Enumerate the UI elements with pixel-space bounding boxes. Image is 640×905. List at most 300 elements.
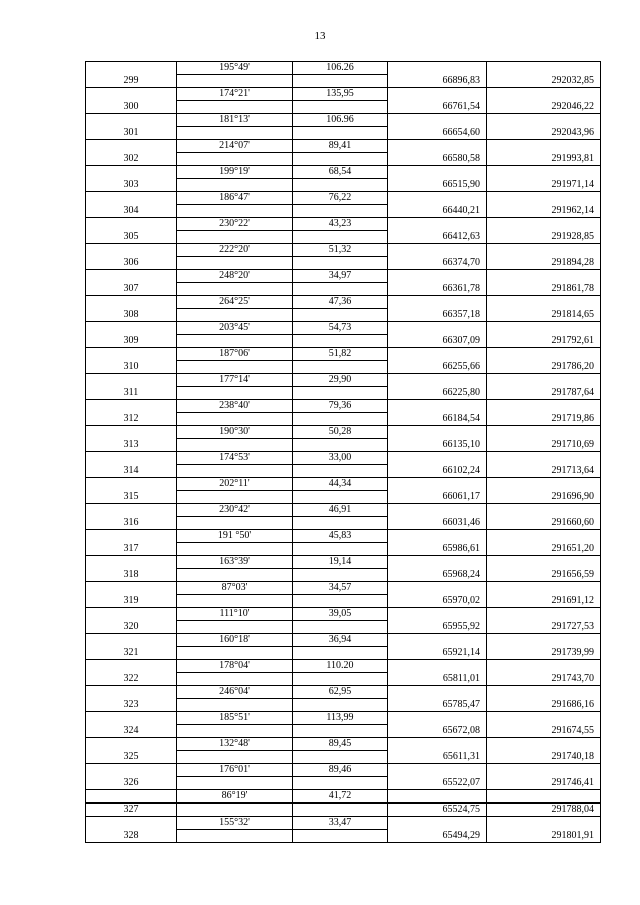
length-cell (293, 205, 388, 218)
x-coordinate-cell: 66357,18 (388, 309, 487, 322)
y-coordinate-cell (487, 270, 601, 283)
length-cell: 62,95 (293, 686, 388, 699)
x-coordinate-cell: 66361,78 (388, 283, 487, 296)
x-coordinate-cell (388, 452, 487, 465)
x-coordinate-cell: 66255,66 (388, 361, 487, 374)
point-row (86, 309, 601, 322)
point-row (86, 439, 601, 452)
y-coordinate-cell (487, 114, 601, 127)
point-row (86, 205, 601, 218)
segment-row (86, 660, 601, 673)
point-number-cell (86, 426, 177, 439)
direction-angle-cell (177, 569, 293, 582)
segment-row (86, 192, 601, 205)
point-number-cell: 318 (86, 569, 177, 582)
length-cell: 106.26 (293, 62, 388, 75)
length-cell (293, 75, 388, 88)
x-coordinate-cell (388, 738, 487, 751)
segment-row (86, 478, 601, 491)
direction-angle-cell: 186°47' (177, 192, 293, 205)
segment-row (86, 322, 601, 335)
point-number-cell: 310 (86, 361, 177, 374)
length-cell (293, 439, 388, 452)
x-coordinate-cell: 66761,54 (388, 101, 487, 114)
direction-angle-cell: 174°53' (177, 452, 293, 465)
length-cell (293, 101, 388, 114)
x-coordinate-cell: 66307,09 (388, 335, 487, 348)
direction-angle-cell (177, 439, 293, 452)
segment-row (86, 790, 601, 804)
segment-row (86, 556, 601, 569)
point-row (86, 830, 601, 843)
point-number-cell (86, 374, 177, 387)
length-cell (293, 673, 388, 686)
segment-row (86, 582, 601, 595)
length-cell: 76,22 (293, 192, 388, 205)
length-cell: 54,73 (293, 322, 388, 335)
segment-row (86, 400, 601, 413)
y-coordinate-cell: 292043,96 (487, 127, 601, 140)
segment-row (86, 88, 601, 101)
direction-angle-cell (177, 465, 293, 478)
length-cell: 47,36 (293, 296, 388, 309)
segment-row (86, 817, 601, 830)
point-number-cell: 312 (86, 413, 177, 426)
x-coordinate-cell (388, 322, 487, 335)
direction-angle-cell (177, 725, 293, 738)
y-coordinate-cell (487, 504, 601, 517)
direction-angle-cell: 187°06' (177, 348, 293, 361)
x-coordinate-cell (388, 712, 487, 725)
length-cell (293, 803, 388, 817)
y-coordinate-cell: 291788,04 (487, 803, 601, 817)
y-coordinate-cell: 291710,69 (487, 439, 601, 452)
point-row (86, 673, 601, 686)
point-row (86, 361, 601, 374)
direction-angle-cell (177, 830, 293, 843)
point-number-cell (86, 556, 177, 569)
y-coordinate-cell: 291727,53 (487, 621, 601, 634)
length-cell (293, 725, 388, 738)
direction-angle-cell (177, 309, 293, 322)
point-number-cell: 325 (86, 751, 177, 764)
point-number-cell (86, 504, 177, 517)
direction-angle-cell (177, 127, 293, 140)
point-number-cell (86, 114, 177, 127)
direction-angle-cell: 248°20' (177, 270, 293, 283)
point-number-cell (86, 817, 177, 830)
x-coordinate-cell (388, 166, 487, 179)
length-cell: 106.96 (293, 114, 388, 127)
x-coordinate-cell (388, 530, 487, 543)
direction-angle-cell (177, 517, 293, 530)
point-number-cell (86, 660, 177, 673)
length-cell (293, 465, 388, 478)
point-row (86, 595, 601, 608)
length-cell (293, 751, 388, 764)
y-coordinate-cell: 292032,85 (487, 75, 601, 88)
point-row (86, 283, 601, 296)
point-number-cell (86, 192, 177, 205)
y-coordinate-cell (487, 88, 601, 101)
segment-row (86, 270, 601, 283)
y-coordinate-cell: 291686,16 (487, 699, 601, 712)
y-coordinate-cell (487, 817, 601, 830)
y-coordinate-cell: 291792,61 (487, 335, 601, 348)
direction-angle-cell: 111°10' (177, 608, 293, 621)
x-coordinate-cell: 65785,47 (388, 699, 487, 712)
length-cell: 41,72 (293, 790, 388, 804)
y-coordinate-cell (487, 244, 601, 257)
direction-angle-cell: 230°42' (177, 504, 293, 517)
length-cell: 135,95 (293, 88, 388, 101)
length-cell: 43,23 (293, 218, 388, 231)
length-cell: 51,82 (293, 348, 388, 361)
y-coordinate-cell (487, 348, 601, 361)
direction-angle-cell: 203°45' (177, 322, 293, 335)
direction-angle-cell (177, 257, 293, 270)
direction-angle-cell: 178°04' (177, 660, 293, 673)
y-coordinate-cell: 291696,90 (487, 491, 601, 504)
length-cell (293, 127, 388, 140)
segment-row (86, 426, 601, 439)
segment-row (86, 764, 601, 777)
coordinates-table (85, 61, 601, 843)
segment-row (86, 244, 601, 257)
direction-angle-cell (177, 101, 293, 114)
direction-angle-cell: 177°14' (177, 374, 293, 387)
y-coordinate-cell (487, 426, 601, 439)
direction-angle-cell: 176°01' (177, 764, 293, 777)
length-cell: 34,97 (293, 270, 388, 283)
x-coordinate-cell (388, 192, 487, 205)
x-coordinate-cell (388, 374, 487, 387)
y-coordinate-cell (487, 140, 601, 153)
segment-row (86, 166, 601, 179)
direction-angle-cell (177, 491, 293, 504)
x-coordinate-cell: 65494,29 (388, 830, 487, 843)
point-number-cell (86, 218, 177, 231)
point-row (86, 413, 601, 426)
point-number-cell (86, 686, 177, 699)
length-cell: 68,54 (293, 166, 388, 179)
point-row (86, 257, 601, 270)
x-coordinate-cell: 65524,75 (388, 803, 487, 817)
length-cell: 29,90 (293, 374, 388, 387)
point-number-cell (86, 790, 177, 804)
x-coordinate-cell (388, 140, 487, 153)
x-coordinate-cell (388, 114, 487, 127)
x-coordinate-cell (388, 634, 487, 647)
x-coordinate-cell (388, 270, 487, 283)
page-number: 13 (314, 30, 326, 42)
point-number-cell: 303 (86, 179, 177, 192)
point-number-cell (86, 634, 177, 647)
point-number-cell (86, 88, 177, 101)
length-cell (293, 699, 388, 712)
length-cell: 110.20 (293, 660, 388, 673)
point-number-cell: 304 (86, 205, 177, 218)
point-number-cell: 314 (86, 465, 177, 478)
point-number-cell: 323 (86, 699, 177, 712)
segment-row (86, 530, 601, 543)
y-coordinate-cell: 291894,28 (487, 257, 601, 270)
y-coordinate-cell (487, 62, 601, 75)
length-cell: 113,99 (293, 712, 388, 725)
direction-angle-cell (177, 621, 293, 634)
y-coordinate-cell: 291786,20 (487, 361, 601, 374)
y-coordinate-cell: 291814,65 (487, 309, 601, 322)
y-coordinate-cell: 291691,12 (487, 595, 601, 608)
point-number-cell (86, 166, 177, 179)
x-coordinate-cell (388, 244, 487, 257)
direction-angle-cell (177, 75, 293, 88)
point-number-cell: 328 (86, 830, 177, 843)
segment-row (86, 374, 601, 387)
coordinates-table-body (86, 62, 601, 843)
direction-angle-cell: 87°03' (177, 582, 293, 595)
direction-angle-cell (177, 283, 293, 296)
point-number-cell: 305 (86, 231, 177, 244)
direction-angle-cell: 195°49' (177, 62, 293, 75)
x-coordinate-cell (388, 660, 487, 673)
point-row (86, 569, 601, 582)
x-coordinate-cell: 65811,01 (388, 673, 487, 686)
length-cell: 51,32 (293, 244, 388, 257)
y-coordinate-cell: 291660,60 (487, 517, 601, 530)
x-coordinate-cell: 65611,31 (388, 751, 487, 764)
x-coordinate-cell (388, 504, 487, 517)
point-number-cell (86, 62, 177, 75)
length-cell: 79,36 (293, 400, 388, 413)
y-coordinate-cell: 291740,18 (487, 751, 601, 764)
x-coordinate-cell (388, 582, 487, 595)
y-coordinate-cell (487, 374, 601, 387)
length-cell: 33,00 (293, 452, 388, 465)
point-row (86, 179, 601, 192)
y-coordinate-cell (487, 712, 601, 725)
point-row (86, 153, 601, 166)
point-number-cell: 313 (86, 439, 177, 452)
segment-row (86, 712, 601, 725)
x-coordinate-cell: 65968,24 (388, 569, 487, 582)
x-coordinate-cell: 66515,90 (388, 179, 487, 192)
point-number-cell: 316 (86, 517, 177, 530)
point-number-cell (86, 140, 177, 153)
y-coordinate-cell: 291743,70 (487, 673, 601, 686)
length-cell: 44,34 (293, 478, 388, 491)
length-cell (293, 647, 388, 660)
length-cell (293, 335, 388, 348)
length-cell: 89,45 (293, 738, 388, 751)
y-coordinate-cell (487, 660, 601, 673)
point-number-cell: 308 (86, 309, 177, 322)
y-coordinate-cell (487, 296, 601, 309)
y-coordinate-cell (487, 608, 601, 621)
length-cell: 50,28 (293, 426, 388, 439)
x-coordinate-cell: 65970,02 (388, 595, 487, 608)
point-number-cell: 301 (86, 127, 177, 140)
direction-angle-cell (177, 413, 293, 426)
x-coordinate-cell (388, 764, 487, 777)
y-coordinate-cell (487, 478, 601, 491)
length-cell (293, 777, 388, 790)
point-number-cell: 309 (86, 335, 177, 348)
y-coordinate-cell (487, 764, 601, 777)
x-coordinate-cell (388, 608, 487, 621)
point-number-cell (86, 244, 177, 257)
y-coordinate-cell: 291713,64 (487, 465, 601, 478)
point-row (86, 543, 601, 556)
direction-angle-cell (177, 387, 293, 400)
direction-angle-cell (177, 595, 293, 608)
direction-angle-cell: 190°30' (177, 426, 293, 439)
point-row (86, 751, 601, 764)
point-number-cell: 311 (86, 387, 177, 400)
point-number-cell: 321 (86, 647, 177, 660)
x-coordinate-cell (388, 817, 487, 830)
y-coordinate-cell (487, 686, 601, 699)
length-cell: 34,57 (293, 582, 388, 595)
segment-row (86, 452, 601, 465)
segment-row (86, 140, 601, 153)
point-number-cell (86, 478, 177, 491)
y-coordinate-cell (487, 322, 601, 335)
y-coordinate-cell: 291656,59 (487, 569, 601, 582)
point-number-cell (86, 348, 177, 361)
segment-row (86, 62, 601, 75)
point-number-cell (86, 764, 177, 777)
y-coordinate-cell (487, 400, 601, 413)
length-cell (293, 413, 388, 426)
direction-angle-cell (177, 647, 293, 660)
point-row (86, 621, 601, 634)
y-coordinate-cell: 291861,78 (487, 283, 601, 296)
point-row (86, 491, 601, 504)
x-coordinate-cell: 65921,14 (388, 647, 487, 660)
length-cell: 89,41 (293, 140, 388, 153)
y-coordinate-cell: 291993,81 (487, 153, 601, 166)
y-coordinate-cell: 291801,91 (487, 830, 601, 843)
point-row (86, 101, 601, 114)
y-coordinate-cell: 291651,20 (487, 543, 601, 556)
x-coordinate-cell: 66412,63 (388, 231, 487, 244)
point-row (86, 647, 601, 660)
y-coordinate-cell (487, 790, 601, 804)
point-number-cell: 307 (86, 283, 177, 296)
point-row (86, 803, 601, 817)
y-coordinate-cell (487, 556, 601, 569)
length-cell (293, 621, 388, 634)
x-coordinate-cell: 66225,80 (388, 387, 487, 400)
y-coordinate-cell: 291719,86 (487, 413, 601, 426)
point-number-cell: 327 (86, 803, 177, 817)
point-number-cell (86, 296, 177, 309)
point-number-cell: 324 (86, 725, 177, 738)
x-coordinate-cell (388, 296, 487, 309)
length-cell (293, 387, 388, 400)
length-cell: 36,94 (293, 634, 388, 647)
point-number-cell: 306 (86, 257, 177, 270)
direction-angle-cell: 222°20' (177, 244, 293, 257)
direction-angle-cell (177, 777, 293, 790)
direction-angle-cell: 132°48' (177, 738, 293, 751)
direction-angle-cell (177, 803, 293, 817)
direction-angle-cell: 238°40' (177, 400, 293, 413)
point-number-cell (86, 452, 177, 465)
x-coordinate-cell: 66031,46 (388, 517, 487, 530)
point-number-cell (86, 712, 177, 725)
direction-angle-cell (177, 751, 293, 764)
x-coordinate-cell: 66580,58 (388, 153, 487, 166)
x-coordinate-cell: 65986,61 (388, 543, 487, 556)
y-coordinate-cell (487, 192, 601, 205)
length-cell: 46,91 (293, 504, 388, 517)
length-cell (293, 595, 388, 608)
direction-angle-cell: 199°19' (177, 166, 293, 179)
direction-angle-cell: 264°25' (177, 296, 293, 309)
y-coordinate-cell (487, 582, 601, 595)
segment-row (86, 114, 601, 127)
point-number-cell: 320 (86, 621, 177, 634)
x-coordinate-cell: 66061,17 (388, 491, 487, 504)
x-coordinate-cell: 66654,60 (388, 127, 487, 140)
length-cell (293, 543, 388, 556)
point-number-cell (86, 270, 177, 283)
y-coordinate-cell (487, 166, 601, 179)
segment-row (86, 738, 601, 751)
direction-angle-cell (177, 205, 293, 218)
point-row (86, 231, 601, 244)
length-cell: 89,46 (293, 764, 388, 777)
x-coordinate-cell (388, 88, 487, 101)
point-number-cell (86, 738, 177, 751)
segment-row (86, 634, 601, 647)
point-number-cell: 300 (86, 101, 177, 114)
y-coordinate-cell: 291787,64 (487, 387, 601, 400)
point-number-cell: 317 (86, 543, 177, 556)
segment-row (86, 608, 601, 621)
length-cell: 19,14 (293, 556, 388, 569)
point-number-cell (86, 400, 177, 413)
length-cell (293, 569, 388, 582)
x-coordinate-cell: 66184,54 (388, 413, 487, 426)
segment-row (86, 218, 601, 231)
y-coordinate-cell (487, 634, 601, 647)
y-coordinate-cell: 291739,99 (487, 647, 601, 660)
direction-angle-cell: 155°32' (177, 817, 293, 830)
point-row (86, 725, 601, 738)
point-number-cell: 322 (86, 673, 177, 686)
point-number-cell (86, 322, 177, 335)
direction-angle-cell: 174°21' (177, 88, 293, 101)
x-coordinate-cell (388, 348, 487, 361)
segment-row (86, 686, 601, 699)
y-coordinate-cell (487, 452, 601, 465)
direction-angle-cell: 160°18' (177, 634, 293, 647)
point-number-cell (86, 608, 177, 621)
x-coordinate-cell (388, 790, 487, 804)
y-coordinate-cell: 291928,85 (487, 231, 601, 244)
x-coordinate-cell (388, 218, 487, 231)
direction-angle-cell: 163°39' (177, 556, 293, 569)
x-coordinate-cell (388, 426, 487, 439)
direction-angle-cell (177, 231, 293, 244)
x-coordinate-cell: 66374,70 (388, 257, 487, 270)
x-coordinate-cell: 66440,21 (388, 205, 487, 218)
length-cell (293, 283, 388, 296)
segment-row (86, 296, 601, 309)
